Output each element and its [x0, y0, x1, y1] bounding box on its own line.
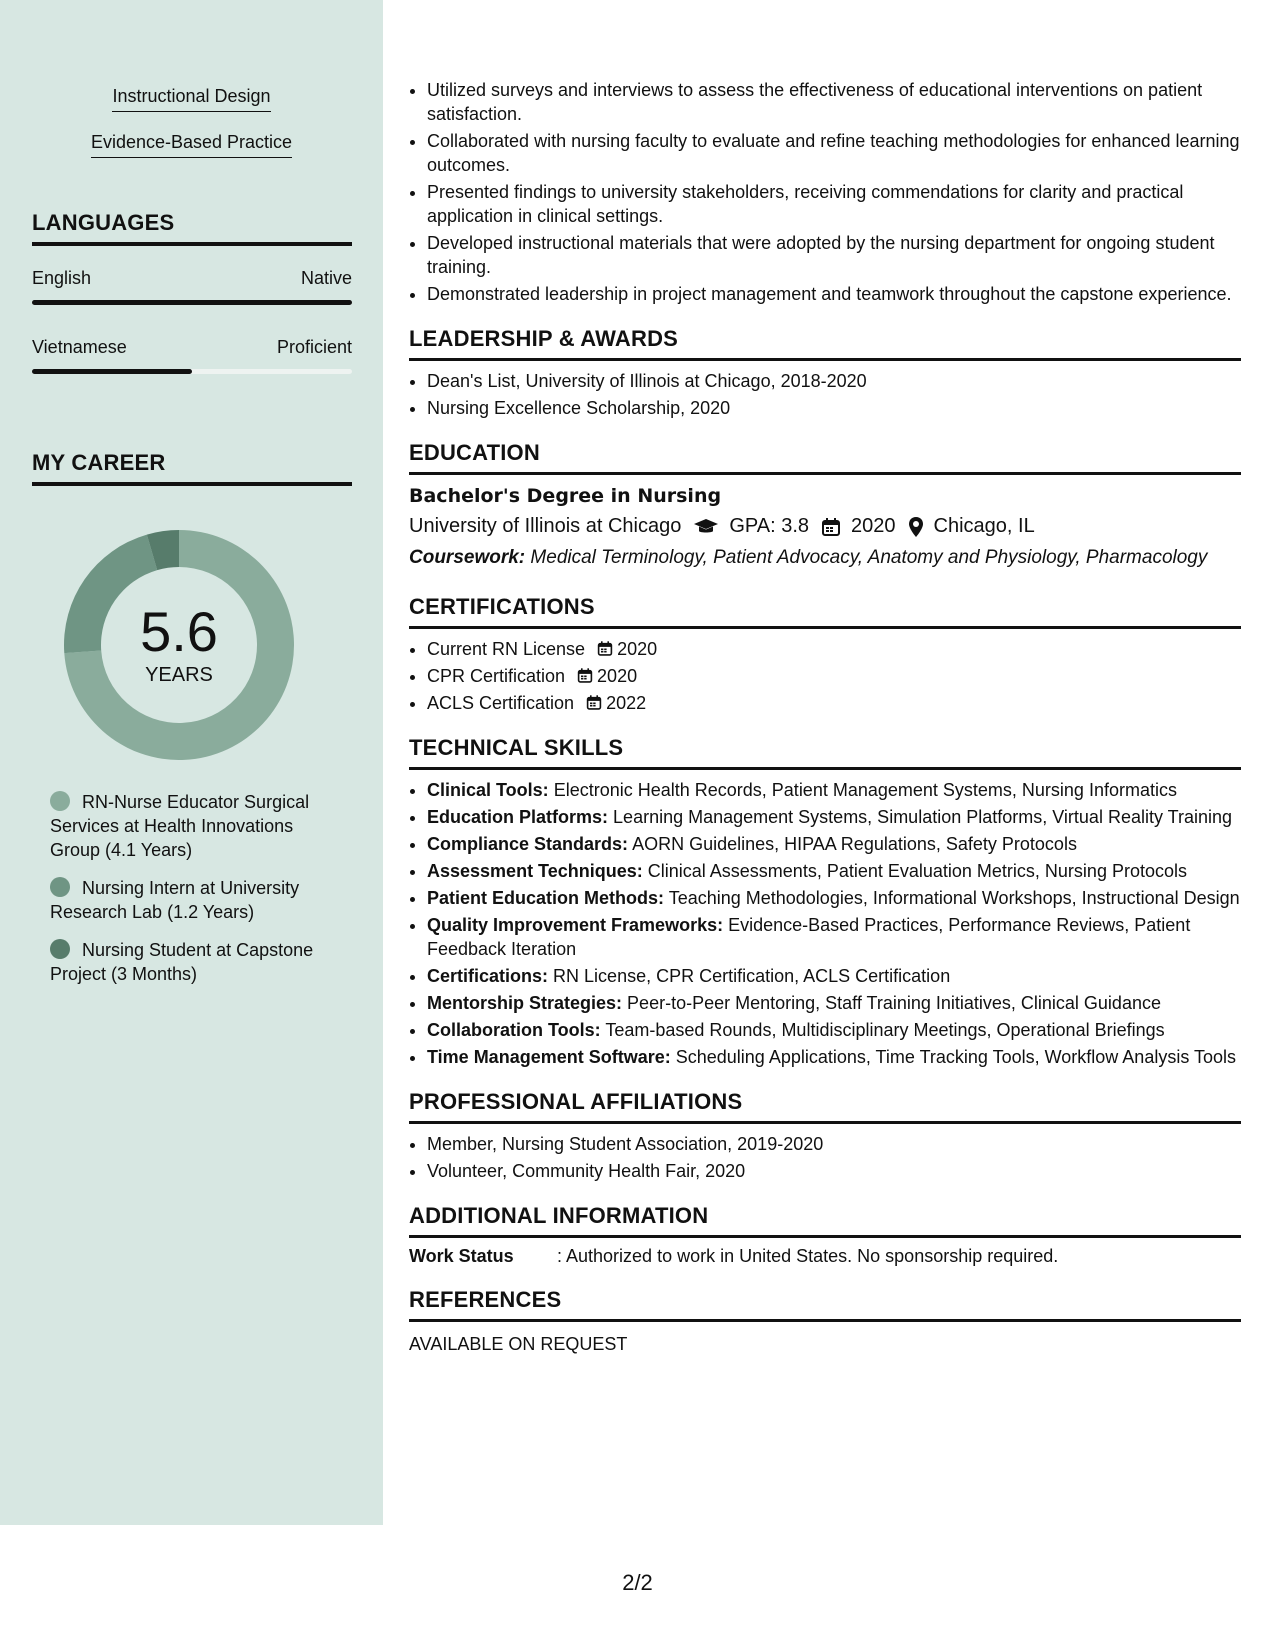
certification-name: CPR Certification — [427, 666, 566, 686]
school-name: University of Illinois at Chicago — [409, 515, 682, 537]
language-name: English — [32, 268, 92, 288]
certifications-section — [409, 594, 1241, 715]
career-legend — [50, 790, 340, 1000]
school-location: Chicago, IL — [933, 515, 1035, 537]
section-heading: ADDITIONAL INFORMATION — [409, 1203, 1241, 1238]
list-item — [427, 832, 1241, 856]
list-item: • Presented findings to university stakeholders, receiving commendations for clarity and practical application in clinical settings. — [427, 180, 1241, 228]
career-legend-label: Nursing Student at Capstone Project (3 Months) — [50, 940, 314, 984]
list-item — [427, 664, 1241, 688]
skill-tags — [0, 86, 383, 178]
legend-dot-icon — [50, 939, 70, 959]
skill-label: Time Management Software: — [427, 1047, 671, 1067]
list-item: • Nursing Excellence Scholarship, 2020 — [427, 396, 1241, 420]
languages-heading: LANGUAGES — [32, 210, 352, 246]
list-item — [427, 805, 1241, 829]
list-item — [427, 1018, 1241, 1042]
skill-text: Teaching Methodologies, Informational Workshops, Instructional Design — [668, 888, 1240, 908]
graduation-year: 2020 — [851, 515, 896, 537]
career-total-unit: YEARS — [145, 664, 213, 686]
list-item: • Collaborated with nursing faculty to evaluate and refine teaching methodologies for enhanced learning outcomes. — [427, 129, 1241, 177]
certification-year: 2020 — [617, 639, 658, 659]
career-legend-item — [50, 938, 340, 986]
legend-dot-icon — [50, 791, 70, 811]
list-item — [427, 991, 1241, 1015]
section-heading: CERTIFICATIONS — [409, 594, 1241, 629]
career-legend-item — [50, 790, 340, 862]
section-heading: REFERENCES — [409, 1287, 1241, 1322]
additional-info-section — [409, 1203, 1241, 1267]
coursework-text: Medical Terminology, Patient Advocacy, Anatomy and Physiology, Pharmacology — [530, 547, 1208, 568]
certification-name: Current RN License — [427, 639, 586, 659]
list-item — [427, 886, 1241, 910]
location-pin-icon — [908, 516, 924, 538]
coursework-label: Coursework: — [409, 547, 526, 568]
list-item — [427, 778, 1241, 802]
education-section — [409, 440, 1241, 570]
language-bar-fill — [32, 369, 192, 374]
career-legend-label: Nursing Intern at University Research Lab (1.2 Years) — [50, 878, 300, 922]
section-heading: EDUCATION — [409, 440, 1241, 475]
affiliations-section — [409, 1089, 1241, 1183]
skill-label: Clinical Tools: — [427, 780, 549, 800]
skill-label: Patient Education Methods: — [427, 888, 665, 908]
skill-text: Peer-to-Peer Mentoring, Staff Training Initiatives, Clinical Guidance — [627, 993, 1161, 1013]
graduation-cap-icon — [693, 518, 719, 536]
skill-text: Scheduling Applications, Time Tracking Tools, Workflow Analysis Tools — [675, 1047, 1237, 1067]
career-total-value: 5.6 — [140, 600, 218, 663]
language-row — [32, 268, 352, 289]
skill-label: Education Platforms: — [427, 807, 609, 827]
skill-text: Learning Management Systems, Simulation Platforms, Virtual Reality Training — [613, 807, 1232, 827]
list-item — [427, 1045, 1241, 1069]
work-status — [409, 1246, 1241, 1267]
calendar-icon — [586, 694, 602, 711]
references-section — [409, 1287, 1241, 1355]
list-item — [427, 637, 1241, 661]
work-status-value: : Authorized to work in United States. No sponsorship required. — [557, 1246, 1059, 1266]
list-item: • Demonstrated leadership in project management and teamwork throughout the capstone experience. — [427, 282, 1241, 306]
career-heading: MY CAREER — [32, 450, 352, 486]
coursework — [409, 546, 1241, 570]
career-legend-label: RN-Nurse Educator Surgical Services at Health Innovations Group (4.1 Years) — [50, 792, 310, 860]
list-item — [427, 913, 1241, 961]
calendar-icon — [821, 517, 841, 537]
skill-label: Certifications: — [427, 966, 549, 986]
language-bar — [32, 369, 352, 374]
section-heading: PROFESSIONAL AFFILIATIONS — [409, 1089, 1241, 1124]
skill-text: Electronic Health Records, Patient Management Systems, Nursing Informatics — [553, 780, 1177, 800]
skill-label: Assessment Techniques: — [427, 861, 643, 881]
section-heading: LEADERSHIP & AWARDS — [409, 326, 1241, 361]
list-item: • Volunteer, Community Health Fair, 2020 — [427, 1159, 1241, 1183]
references-text: AVAILABLE ON REQUEST — [409, 1334, 628, 1354]
main-content — [409, 78, 1241, 1355]
career-total — [64, 600, 294, 687]
list-item: • Member, Nursing Student Association, 2019-2020 — [427, 1132, 1241, 1156]
skill-text: Clinical Assessments, Patient Evaluation Metrics, Nursing Protocols — [647, 861, 1187, 881]
degree-title: Bachelor's Degree in Nursing — [409, 485, 722, 507]
certification-year: 2022 — [606, 693, 647, 713]
leadership-section — [409, 326, 1241, 420]
skill-text: Evidence-Based Practices, Performance Reviews, Patient Feedback Iteration — [427, 915, 1191, 959]
language-bar — [32, 300, 352, 305]
technical-skills-section — [409, 735, 1241, 1069]
calendar-icon — [597, 640, 613, 657]
page-number: 2/2 — [622, 1570, 653, 1595]
certification-name: ACLS Certification — [427, 693, 575, 713]
skill-tag: Instructional Design — [112, 86, 270, 112]
skill-label: Quality Improvement Frameworks: — [427, 915, 724, 935]
skill-label: Mentorship Strategies: — [427, 993, 623, 1013]
list-item: • Utilized surveys and interviews to assess the effectiveness of educational interventions on patient satisfaction. — [427, 78, 1241, 126]
list-item: • Dean's List, University of Illinois at Chicago, 2018-2020 — [427, 369, 1241, 393]
skill-text: Team-based Rounds, Multidisciplinary Meetings, Operational Briefings — [605, 1020, 1165, 1040]
sidebar — [0, 0, 383, 1525]
list-item — [427, 859, 1241, 883]
gpa: GPA: 3.8 — [729, 515, 810, 537]
skill-label: Collaboration Tools: — [427, 1020, 601, 1040]
legend-dot-icon — [50, 877, 70, 897]
skill-text: AORN Guidelines, HIPAA Regulations, Safety Protocols — [632, 834, 1077, 854]
language-name: Vietnamese — [32, 337, 127, 357]
calendar-icon — [577, 667, 593, 684]
project-bullets — [409, 78, 1241, 306]
skill-label: Compliance Standards: — [427, 834, 629, 854]
section-heading: TECHNICAL SKILLS — [409, 735, 1241, 770]
language-bar-fill — [32, 300, 352, 305]
skill-text: RN License, CPR Certification, ACLS Certification — [553, 966, 951, 986]
education-details — [409, 515, 1241, 538]
list-item: • Developed instructional materials that were adopted by the nursing department for ongoing student training. — [427, 231, 1241, 279]
work-status-label: Work Status — [409, 1246, 514, 1266]
list-item — [427, 964, 1241, 988]
language-level: Native — [300, 268, 352, 288]
career-legend-item — [50, 876, 340, 924]
skill-tag: Evidence-Based Practice — [91, 132, 292, 158]
language-row — [32, 337, 352, 358]
language-level: Proficient — [276, 337, 352, 357]
certification-year: 2020 — [597, 666, 638, 686]
list-item — [427, 691, 1241, 715]
